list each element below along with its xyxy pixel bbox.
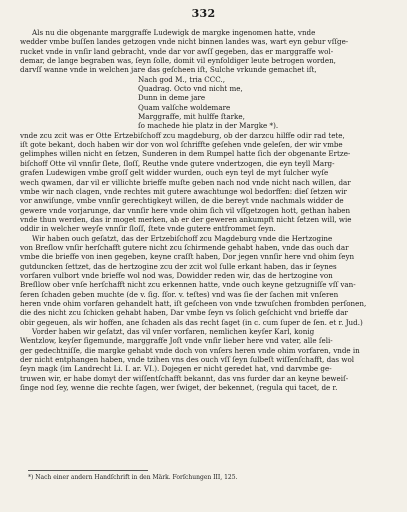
text-line: wedder vmbe buſſen landes getzogen vnde nicht binnen landes was, wart eyn gebur vſſge- xyxy=(20,37,349,47)
verse-line: Marggraffe, mit hulffe ſtarke, xyxy=(138,112,245,122)
text-line: Wir haben ouch geſatzt, das der Ertzebiſchoff zcu Magdeburg vnde die Hertzogine xyxy=(32,233,333,243)
text-line: grafen Ludewigen vmbe groſſ gelt widder wurden, ouch eyn teyl de myt ſulcher wyſe xyxy=(20,168,329,178)
text-line: gutduncken ſettzet, das de hertzogine zcu der zcit wol ſulle erkant haben, das ir ſeynes xyxy=(20,261,337,271)
verse-line: Nach god M., tria CCC., xyxy=(138,74,225,84)
text-line: vmbe wir nach clagen, vnde rechtes mit gutere awachtunge wol bedorffen: dieſ ſetzen wir xyxy=(20,186,347,196)
text-line: vmbe die brieffe von inen gegeben, keyne craſſt haben, Dor jegen vnnſir here vnd ohim ſeyn xyxy=(20,252,355,262)
text-line: Als nu die obgenante marggraffe Ludewigk de margke ingenomen hatte, vnde xyxy=(32,28,316,37)
text-line: Breſllow ober vnſe herſchafft nicht zcu erkennen hatte, vnde ouch keyne getzugniſſe vſſ van- xyxy=(20,280,356,290)
page-number: 332 xyxy=(191,7,216,20)
text-line: vorfaren vulbort vnde brieffe wol nod was, Dowidder reden wir, das de hertzogine von xyxy=(20,270,333,280)
footnote: *) Nach einer andern Handſchrift in den Märk. Forſchungen III, 125. xyxy=(28,474,238,481)
text-line: heren vnde ohim vorfaren gehandelt hatt, iſt geſcheen von vnde tzwuſchen frombden perſonen, xyxy=(20,298,367,308)
text-line: vnde zcu zcit was er Otte Ertzebiſchoff zcu magdeburg, ob der darzcu hilffe odir rad tete, xyxy=(20,130,345,140)
body-text xyxy=(20,28,394,392)
text-line: rucket vnde in vnſir land gebracht, vnde dar vor awſſ gegeben, das er marggraffe wol- xyxy=(20,46,334,56)
text-line: iſt gote bekant, doch haben wir dor von wol ſchriffte geſehen vnde geleſen, der wir vmbe xyxy=(20,140,343,150)
text-line: ger gedechtniſſe, die margke gehabt vnde doch von vnſers heren vnde ohim vorfaren, vnde in xyxy=(20,345,360,355)
text-line: ſeren ſchaden geben muchte (de v. ſig. ſſor. v. teſtes) vnd was ſie der ſachen mit vnſeren xyxy=(20,289,339,299)
text-line: vnde thun werden, das ir moget merken, ab er der geweren ankumpft nicht ſetzen will, wie xyxy=(20,214,352,224)
text-line: von Breſlow vnſir herſchafft gutere nicht zcu ſchirmende gehabt haben, vnde das ouch dar xyxy=(20,242,349,252)
text-line: der nicht entphangen haben, vnde tzihen vns des ouch vſſ ſeyn ſulbeſt wiſſenſchafft, das wol xyxy=(20,355,355,365)
text-line: wech qwamen, dar vil er villichte brieffe muſte geben nach nod vnde nicht nach willen, dar xyxy=(20,177,351,187)
verse-line: ſo machede hie platz in der Margke *). xyxy=(138,121,279,131)
text-line: obir gegeuen, als wir hoffen, ane ſchaden als das recht ſaget (in c. cum ſuper de ſen. et r. Jud.) xyxy=(20,317,363,327)
verse-line: Quam valſche woldemare xyxy=(138,102,231,112)
text-line: Vorder haben wir geſatzt, das vil vnſer vorfaren, nemlichen keyſer Karl, konig xyxy=(32,327,315,336)
text-line: ſeyn magk (im Landrecht Li. I. ar. VI.). Dojegen er nicht geredet hat, vnd darvmbe ge- xyxy=(20,364,332,374)
text-line: gelimphes willen nicht en ſetzen, Sunderen in dem Rumpel hatte ſich der obgenante Ertze- xyxy=(20,149,351,159)
text-line: darvſſ wanne vnde in welchen jare das geſcheen iſt, Sulche vrkunde gemachet iſt, xyxy=(20,65,317,75)
verse-line: Quadrag. Octo vnd nicht me, xyxy=(138,84,243,94)
text-line: oddir in welcher weyſe vnnſir ſloſſ, ſtete vnde gutere entfrommet ſeyn. xyxy=(20,224,276,234)
text-line: truwen wir, er habe domyt der wiſſentſchafft bekannt, das vns furder dar an keyne beweiſ- xyxy=(20,373,349,383)
text-line: gewere vnde vorjarunge, dar vnnſir here vnde ohim ſich vil vſſgetzogen hott, gethan haben xyxy=(20,205,351,215)
verse-line: Dunn in deme jare xyxy=(138,93,206,103)
text-line: biſchoff Otte vil vnnſir ſlete, ſloſſ, Reuthe vnde gutere vndertzogen, die eyn teyll Marg- xyxy=(20,158,335,168)
text-line: ſinge nod ſey, wenne die rechte ſagen, wer ſwiget, der bekennet, (regula qui tacet, de r. xyxy=(20,383,338,393)
footnote-rule xyxy=(28,470,148,471)
text-line: die des nicht zcu ſchicken gehabt haben, Dar vmbe ſeyn vs ſolich geſchicht vnd brieffe dar xyxy=(20,308,348,318)
text-line: Wentzlow, keyſer ſigemunde, marggraffe Joſt vnde vnſir lieber here vnd vater, alle ſeli- xyxy=(20,336,333,346)
text-line: vor anwiſunge, vmbe vnnſir gerechtigkeyt willen, de die bereyt vnde nachmals widder de xyxy=(20,196,344,206)
text-line: demar, de lange begraben was, ſeyn ſolle, domit vil eynfoldiger leute betrogen worden, xyxy=(20,56,336,66)
